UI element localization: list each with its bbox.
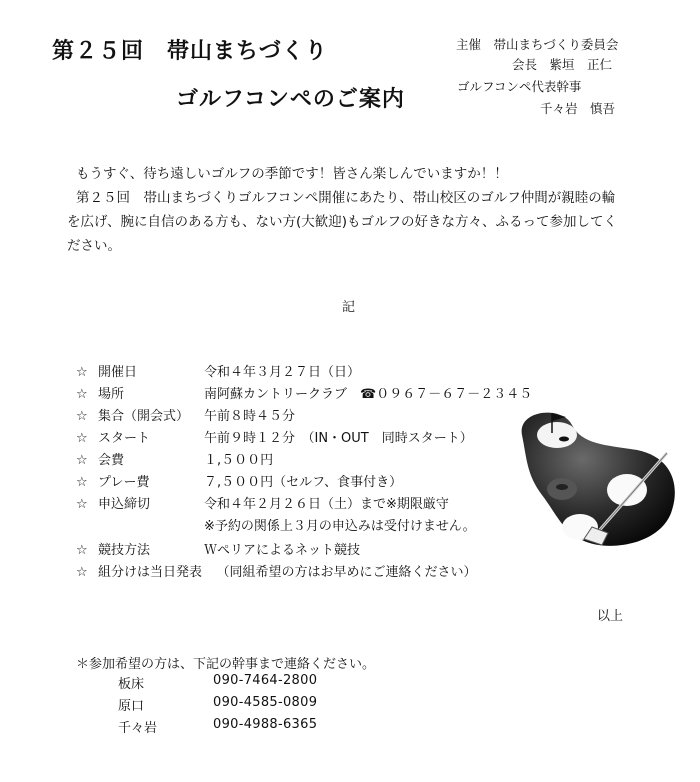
contact-name: 千々岩 [118,721,158,736]
detail-row-fee [0,450,520,472]
contact-name: 板床 [118,677,145,692]
intro-line: ださい。 [67,238,121,254]
contact-row [0,717,400,737]
star-icon: ☆ [76,543,88,558]
intro-line: を広げ、腕に自信のある方も、ない方(大歓迎)もゴルフの好きな方々、ふるって参加してく [67,214,617,230]
detail-value: 令和４年２月２６日（土）まで※期限厳守 [204,497,449,512]
detail-row-deadline-note [0,516,520,538]
detail-row-date [0,362,520,384]
contact-phone: 090-4585-0809 [213,695,318,710]
detail-row-venue [0,384,540,406]
detail-value: 午前９時１２分 （IN・OUT 同時スタート） [204,431,473,446]
page-title: 第２５回 帯山まちづくり [52,39,328,64]
detail-label: 組分けは当日発表 [98,565,203,580]
detail-label: 競技方法 [98,543,151,558]
detail-value: 午前８時４５分 [204,409,296,424]
organizer-chair: 会長 紫垣 正仁 [512,57,613,72]
star-icon: ☆ [76,431,88,446]
star-icon: ☆ [76,565,88,580]
contact-phone: 090-4988-6365 [213,717,318,732]
detail-label: 開催日 [98,365,138,380]
detail-row-play-fee [0,472,520,494]
intro-line: もうすぐ、待ち遠しいゴルフの季節です！皆さん楽しんでいますか！！ [76,166,508,182]
detail-label: 会費 [98,453,125,468]
detail-value: （同組希望の方はお早めにご連絡ください） [210,565,477,580]
contact-name: 原口 [118,699,145,714]
organizer-role: ゴルフコンペ代表幹事 [457,79,582,94]
detail-row-format [0,540,520,562]
detail-value: １,５００円 [204,453,274,468]
detail-label: 集合（開会式） [98,409,190,424]
detail-row-start [0,428,520,450]
ki-marker: 記 [342,300,356,315]
page-subtitle: ゴルフコンペのご案内 [176,87,405,112]
detail-label: 申込締切 [98,497,151,512]
golf-green-icon [512,405,682,555]
detail-value: ７,５００円（セルフ、食事付き） [204,475,403,490]
detail-row-assembly [0,406,520,428]
detail-value: Ｗペリアによるネット競技 [204,543,361,558]
organizer-secretary: 千々岩 慎吾 [540,101,616,116]
star-icon: ☆ [76,365,88,380]
detail-label: 場所 [98,387,125,402]
detail-note: ※予約の関係上３月の申込みは受付けません。 [204,519,476,534]
organizer-host: 主催 帯山まちづくり委員会 [456,37,619,52]
intro-line: 第２５回 帯山まちづくりゴルフコンペ開催にあたり、帯山校区のゴルフ仲間が親睦の輪 [76,190,616,206]
star-icon: ☆ [76,453,88,468]
detail-row-deadline [0,494,520,516]
star-icon: ☆ [76,387,88,402]
contact-row [0,673,400,693]
detail-row-grouping [0,562,520,584]
contact-phone: 090-7464-2800 [213,673,318,688]
star-icon: ☆ [76,409,88,424]
detail-label: プレー費 [98,475,150,490]
star-icon: ☆ [76,475,88,490]
star-icon: ☆ [76,497,88,512]
detail-value: 南阿蘇カントリークラブ ☎０９６７－６７－２３４５ [204,387,533,402]
detail-label: スタート [98,431,151,446]
detail-value: 令和４年３月２７日（日） [204,365,361,380]
closing-mark: 以上 [597,609,624,624]
contact-row [0,695,400,715]
contact-note: ＊参加希望の方は、下記の幹事まで連絡ください。 [76,657,376,672]
